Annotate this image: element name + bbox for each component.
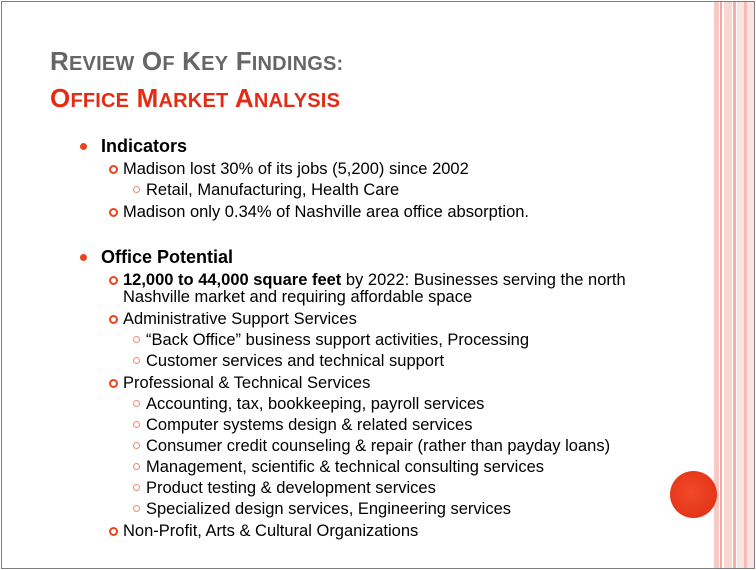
sub-sub-bullet-icon	[133, 357, 140, 364]
sub-sub-bullet-icon	[133, 484, 140, 491]
list-item: Specialized design services, Engineering services	[146, 500, 512, 518]
sub-sub-bullet-icon	[133, 463, 140, 470]
list-item: Consumer credit counseling & repair (rather than payday loans)	[146, 437, 611, 455]
sub-sub-bullet-icon	[133, 505, 140, 512]
list-item: Madison only 0.34% of Nashville area office absorption.	[123, 203, 530, 221]
sub-bullet-icon	[109, 165, 118, 174]
sub-bullet-icon	[109, 276, 118, 285]
list-item: Administrative Support Services	[123, 310, 357, 328]
sub-bullet-icon	[109, 379, 118, 388]
sub-sub-bullet-icon	[133, 421, 140, 428]
sub-bullet-icon	[109, 208, 118, 217]
sub-sub-bullet-icon	[133, 442, 140, 449]
sub-bullet-icon	[109, 527, 118, 536]
list-item: Customer services and technical support	[146, 352, 445, 370]
section-heading-indicators: Indicators	[101, 136, 188, 156]
section-heading-office-potential: Office Potential	[101, 247, 234, 267]
bullet-icon	[80, 143, 87, 150]
list-item: Computer systems design & related services	[146, 416, 473, 434]
title-line-2-text: OFFICE MARKET ANALYSIS	[50, 83, 341, 113]
list-item: Retail, Manufacturing, Health Care	[146, 181, 400, 199]
sub-sub-bullet-icon	[133, 336, 140, 343]
sub-bullet-icon	[109, 315, 118, 324]
list-item: “Back Office” business support activities, Processing	[146, 331, 530, 349]
list-item: Accounting, tax, bookkeeping, payroll services	[146, 395, 485, 413]
list-item: Professional & Technical Services	[123, 374, 371, 392]
sub-sub-bullet-icon	[133, 186, 140, 193]
title-line-1-text: REVIEW OF KEY FINDINGS:	[50, 46, 344, 76]
list-item: Non-Profit, Arts & Cultural Organizations	[123, 522, 419, 540]
list-item: Product testing & development services	[146, 479, 436, 497]
item-text: by 2022: Businesses serving the north	[341, 271, 626, 289]
list-item: Management, scientific & technical consulting services	[146, 458, 545, 476]
bullet-icon	[80, 254, 87, 261]
list-item: Madison lost 30% of its jobs (5,200) since 2002	[123, 160, 469, 178]
sub-sub-bullet-icon	[133, 400, 140, 407]
bold-prefix: 12,000 to 44,000 square feet	[123, 271, 342, 289]
list-item-continuation: Nashville market and requiring affordable space	[123, 288, 473, 306]
